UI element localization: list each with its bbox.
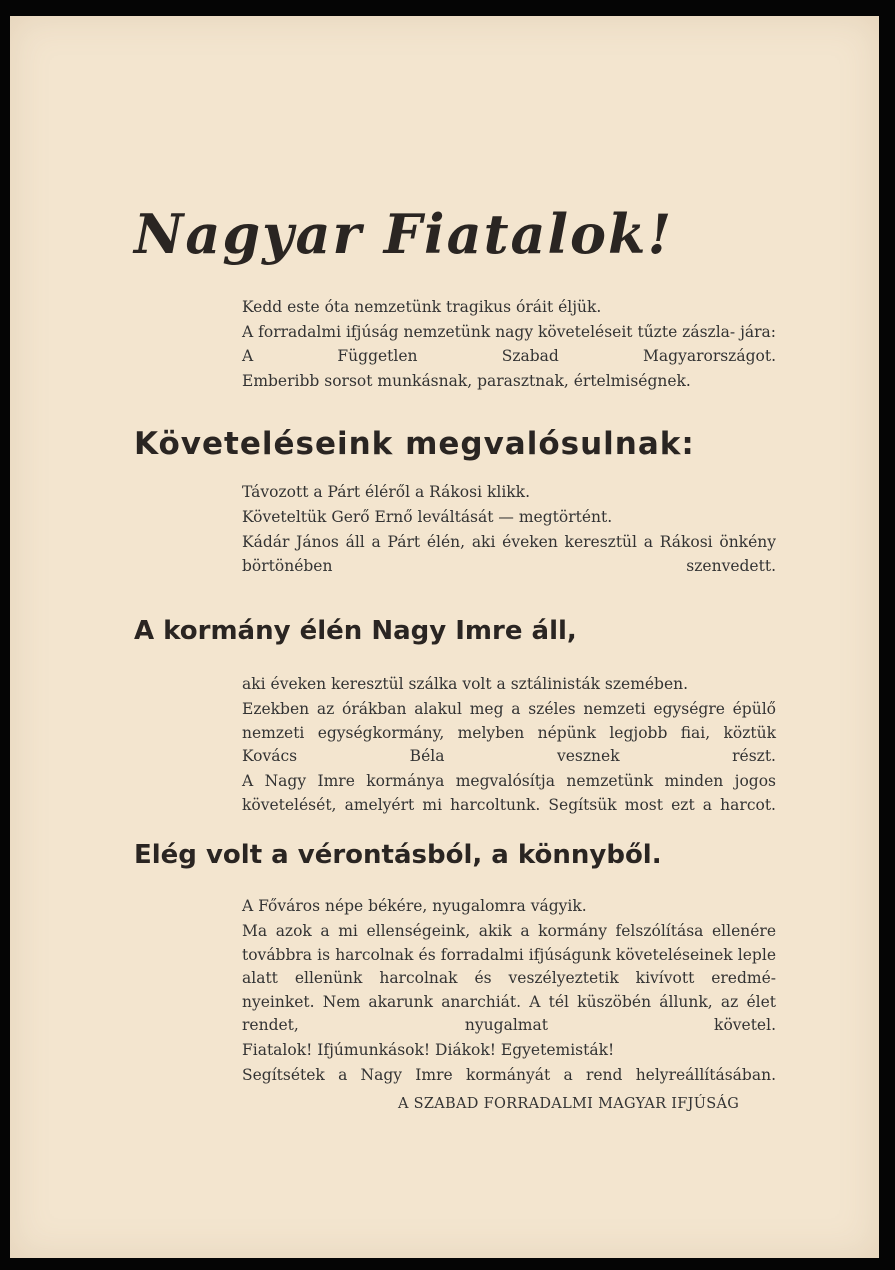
government-line-2: Ezekben az órákban alakul meg a széles nemzeti egységre épülő nemzeti egységkormány, melyben népünk legjobb fiai, köztük Kovács Béla vesznek részt.: [242, 700, 776, 765]
demands-line-1: Távozott a Párt éléről a Rákosi klikk.: [242, 483, 530, 501]
bloodshed-line-1: A Főváros népe békére, nyugalomra vágyik.: [242, 897, 587, 915]
heading-demands: Követeléseink megvalósulnak:: [134, 426, 695, 462]
signature: A SZABAD FORRADALMI MAGYAR IFJÚSÁG: [398, 1096, 740, 1112]
bloodshed-line-4: Segítsétek a Nagy Imre kormányát a rend helyreállításában.: [242, 1066, 776, 1084]
heading-government: A kormány élén Nagy Imre áll,: [134, 616, 577, 646]
government-line-3: A Nagy Imre kormánya megvalósítja nemzetünk minden jogos követelését, amelyért mi harcoltunk. Segítsük most ezt a harcot.: [242, 772, 776, 814]
bloodshed-paragraphs: [242, 895, 776, 1089]
demands-paragraphs: [242, 481, 776, 580]
intro-paragraphs: [242, 296, 776, 395]
demands-line-2: Követeltük Gerő Ernő leváltását — megtörtént.: [242, 508, 613, 526]
government-paragraphs: [242, 673, 776, 819]
intro-line-1: Kedd este óta nemzetünk tragikus óráit éljük.: [242, 298, 602, 316]
leaflet-title: Nagyar Fiatalok!: [134, 202, 674, 266]
demands-line-3: Kádár János áll a Párt élén, aki éveken keresztül a Rákosi önkény börtönében szenvedett.: [242, 533, 776, 575]
government-line-1: aki éveken keresztül szálka volt a sztálinisták szemében.: [242, 675, 689, 693]
leaflet-page: [10, 16, 879, 1258]
bloodshed-line-3: Fiatalok! Ifjúmunkások! Diákok! Egyetemisták!: [242, 1041, 615, 1059]
intro-line-2: A forradalmi ifjúság nemzetünk nagy követeléseit tűzte zászla- jára: A Független Szabad Magyarországot.: [242, 323, 776, 365]
bloodshed-line-2: Ma azok a mi ellenségeink, akik a kormány felszólítása ellenére továbbra is harcolnak és forradalmi ifjúságunk követeléseinek leple alatt ellenünk harcolnak és veszélyeztetik kivívott eredmé- nyeinket. Nem akarunk anarchiát. A tél küszöbén állunk, az élet rendet, nyugalmat követel.: [242, 922, 776, 1034]
heading-bloodshed: Elég volt a vérontásból, a könnyből.: [134, 840, 662, 870]
intro-line-3: Emberibb sorsot munkásnak, parasztnak, értelmiségnek.: [242, 371, 691, 390]
